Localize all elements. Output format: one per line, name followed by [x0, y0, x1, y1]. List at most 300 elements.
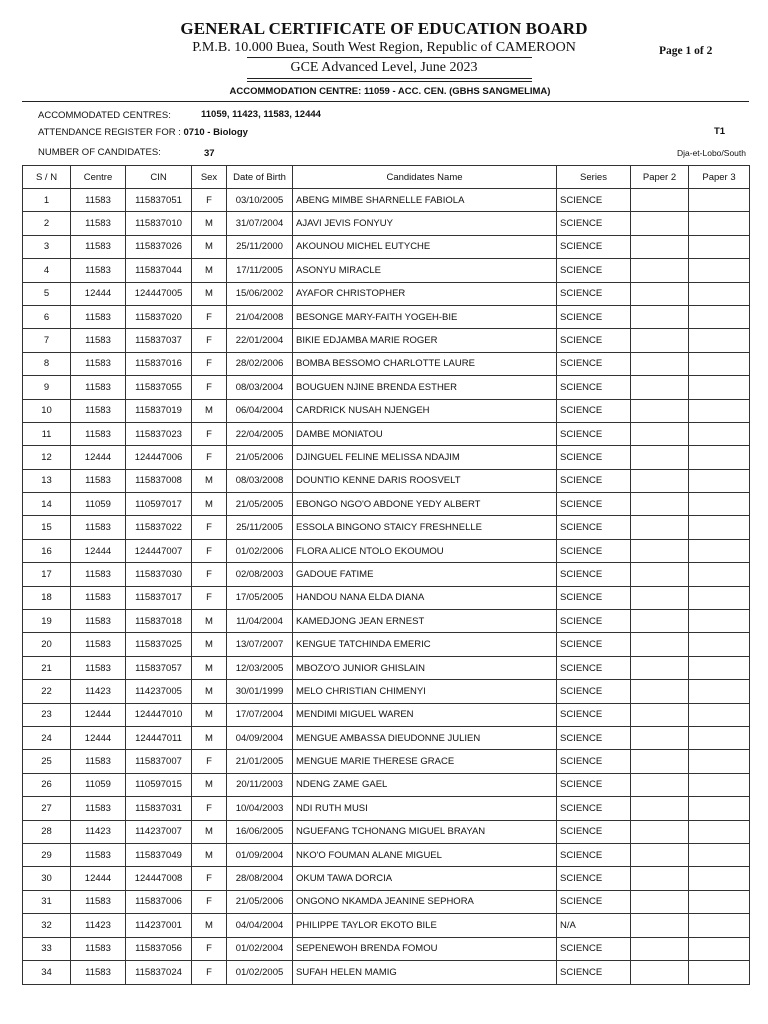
cin-cell: 114237005 [126, 680, 192, 703]
paper3-cell[interactable] [689, 235, 750, 258]
table-row [23, 773, 750, 796]
paper2-cell[interactable] [631, 282, 689, 305]
centre-cell: 12444 [71, 282, 126, 305]
series-cell: SCIENCE [557, 446, 631, 469]
centre-cell: 11583 [71, 376, 126, 399]
serial-number: 3 [23, 235, 71, 258]
paper2-cell[interactable] [631, 399, 689, 422]
paper2-cell[interactable] [631, 703, 689, 726]
paper2-cell[interactable] [631, 189, 689, 212]
paper3-cell[interactable] [689, 352, 750, 375]
cin-cell: 110597017 [126, 493, 192, 516]
table-row [23, 937, 750, 960]
cin-cell: 124447008 [126, 867, 192, 890]
page-number: Page 1 of 2 [659, 45, 713, 57]
cin-cell: 115837037 [126, 329, 192, 352]
paper2-cell[interactable] [631, 656, 689, 679]
sex-cell: M [192, 610, 227, 633]
paper3-cell[interactable] [689, 610, 750, 633]
dob-cell: 08/03/2008 [227, 469, 293, 492]
dob-cell: 20/11/2003 [227, 773, 293, 796]
paper2-cell[interactable] [631, 446, 689, 469]
dob-cell: 25/11/2000 [227, 235, 293, 258]
sex-cell: F [192, 937, 227, 960]
candidate-name: NGUEFANG TCHONANG MIGUEL BRAYAN [293, 820, 557, 843]
table-row [23, 703, 750, 726]
table-body [23, 189, 750, 985]
cin-cell: 124447007 [126, 539, 192, 562]
paper2-cell[interactable] [631, 563, 689, 586]
dob-cell: 17/07/2004 [227, 703, 293, 726]
series-cell: SCIENCE [557, 820, 631, 843]
paper3-cell[interactable] [689, 282, 750, 305]
candidate-name: GADOUE FATIME [293, 563, 557, 586]
paper3-cell[interactable] [689, 656, 750, 679]
paper2-cell[interactable] [631, 937, 689, 960]
serial-number: 19 [23, 610, 71, 633]
table-row [23, 797, 750, 820]
series-cell: SCIENCE [557, 843, 631, 866]
paper3-cell[interactable] [689, 399, 750, 422]
accommodation-centre: ACCOMMODATION CENTRE: 11059 - ACC. CEN. (GBHS SANGMELIMA) [229, 86, 551, 97]
dob-cell: 01/02/2006 [227, 539, 293, 562]
paper3-cell[interactable] [689, 937, 750, 960]
board-address: P.M.B. 10.000 Buea, South West Region, Republic of CAMEROON [192, 40, 576, 55]
dob-cell: 02/08/2003 [227, 563, 293, 586]
paper3-cell[interactable] [689, 516, 750, 539]
paper3-cell[interactable] [689, 305, 750, 328]
serial-number: 23 [23, 703, 71, 726]
table-row [23, 469, 750, 492]
sex-cell: M [192, 680, 227, 703]
paper2-cell[interactable] [631, 259, 689, 282]
sex-cell: F [192, 446, 227, 469]
cin-cell: 115837044 [126, 259, 192, 282]
sex-cell: F [192, 329, 227, 352]
paper2-cell[interactable] [631, 235, 689, 258]
candidate-name: MENGUE AMBASSA DIEUDONNE JULIEN [293, 726, 557, 749]
series-cell: SCIENCE [557, 305, 631, 328]
cin-cell: 115837057 [126, 656, 192, 679]
sex-cell: F [192, 422, 227, 445]
centre-cell: 11583 [71, 656, 126, 679]
dob-cell: 15/06/2002 [227, 282, 293, 305]
sex-cell: M [192, 633, 227, 656]
table-row [23, 516, 750, 539]
paper3-cell[interactable] [689, 329, 750, 352]
centre-cell: 11583 [71, 516, 126, 539]
paper2-cell[interactable] [631, 469, 689, 492]
series-cell: SCIENCE [557, 680, 631, 703]
table-row [23, 399, 750, 422]
series-cell: SCIENCE [557, 376, 631, 399]
sex-cell: M [192, 914, 227, 937]
paper2-cell[interactable] [631, 610, 689, 633]
paper3-cell[interactable] [689, 539, 750, 562]
cin-cell: 115837023 [126, 422, 192, 445]
series-cell: SCIENCE [557, 352, 631, 375]
dob-cell: 28/02/2006 [227, 352, 293, 375]
cin-cell: 115837006 [126, 890, 192, 913]
series-cell: SCIENCE [557, 586, 631, 609]
paper3-cell[interactable] [689, 703, 750, 726]
paper2-cell[interactable] [631, 797, 689, 820]
serial-number: 8 [23, 352, 71, 375]
cin-cell: 114237001 [126, 914, 192, 937]
series-cell: SCIENCE [557, 516, 631, 539]
candidate-name: SEPENEWOH BRENDA FOMOU [293, 937, 557, 960]
candidate-name: MBOZO'O JUNIOR GHISLAIN [293, 656, 557, 679]
sex-cell: M [192, 726, 227, 749]
centre-cell: 11583 [71, 843, 126, 866]
table-row [23, 446, 750, 469]
serial-number: 31 [23, 890, 71, 913]
candidate-name: ASONYU MIRACLE [293, 259, 557, 282]
dob-cell: 21/05/2005 [227, 493, 293, 516]
paper3-cell[interactable] [689, 680, 750, 703]
paper3-cell[interactable] [689, 773, 750, 796]
series-cell: SCIENCE [557, 656, 631, 679]
candidate-name: ESSOLA BINGONO STAICY FRESHNELLE [293, 516, 557, 539]
paper2-cell[interactable] [631, 376, 689, 399]
paper2-cell[interactable] [631, 680, 689, 703]
dob-cell: 06/04/2004 [227, 399, 293, 422]
header-rule-double-2 [247, 81, 532, 82]
centre-cell: 11583 [71, 890, 126, 913]
paper3-cell[interactable] [689, 189, 750, 212]
sex-cell: M [192, 773, 227, 796]
series-cell: SCIENCE [557, 797, 631, 820]
section-divider [22, 101, 749, 102]
candidate-name: MELO CHRISTIAN CHIMENYI [293, 680, 557, 703]
paper2-cell[interactable] [631, 586, 689, 609]
cin-cell: 124447005 [126, 282, 192, 305]
paper3-cell[interactable] [689, 726, 750, 749]
col-sex-header: Sex [192, 166, 227, 189]
sex-cell: M [192, 212, 227, 235]
count-label: NUMBER OF CANDIDATES: [38, 147, 161, 158]
cin-cell: 124447006 [126, 446, 192, 469]
sex-cell: F [192, 797, 227, 820]
col-centre-header: Centre [71, 166, 126, 189]
paper2-cell[interactable] [631, 843, 689, 866]
paper3-cell[interactable] [689, 867, 750, 890]
centre-cell: 11583 [71, 235, 126, 258]
candidate-name: NDENG ZAME GAEL [293, 773, 557, 796]
centre-cell: 11423 [71, 914, 126, 937]
series-cell: SCIENCE [557, 235, 631, 258]
sex-cell: F [192, 563, 227, 586]
centre-cell: 11059 [71, 493, 126, 516]
series-cell: SCIENCE [557, 282, 631, 305]
paper2-cell[interactable] [631, 493, 689, 516]
centres-value: 11059, 11423, 11583, 12444 [201, 109, 321, 120]
serial-number: 9 [23, 376, 71, 399]
dob-cell: 04/04/2004 [227, 914, 293, 937]
paper3-cell[interactable] [689, 750, 750, 773]
paper2-cell[interactable] [631, 773, 689, 796]
paper3-cell[interactable] [689, 493, 750, 516]
serial-number: 27 [23, 797, 71, 820]
cin-cell: 115837016 [126, 352, 192, 375]
paper2-cell[interactable] [631, 726, 689, 749]
paper3-cell[interactable] [689, 446, 750, 469]
cin-cell: 115837007 [126, 750, 192, 773]
paper2-cell[interactable] [631, 352, 689, 375]
serial-number: 30 [23, 867, 71, 890]
centre-cell: 12444 [71, 726, 126, 749]
sex-cell: M [192, 235, 227, 258]
sex-cell: F [192, 960, 227, 984]
dob-cell: 21/05/2006 [227, 890, 293, 913]
cin-cell: 115837022 [126, 516, 192, 539]
centre-cell: 11059 [71, 773, 126, 796]
paper2-cell[interactable] [631, 960, 689, 984]
cin-cell: 124447010 [126, 703, 192, 726]
centre-cell: 12444 [71, 539, 126, 562]
dob-cell: 08/03/2004 [227, 376, 293, 399]
table-row [23, 586, 750, 609]
serial-number: 32 [23, 914, 71, 937]
paper2-cell[interactable] [631, 750, 689, 773]
table-row [23, 726, 750, 749]
paper3-cell[interactable] [689, 422, 750, 445]
serial-number: 22 [23, 680, 71, 703]
paper2-cell[interactable] [631, 914, 689, 937]
centre-cell: 11583 [71, 797, 126, 820]
cin-cell: 115837049 [126, 843, 192, 866]
paper2-cell[interactable] [631, 633, 689, 656]
table-row [23, 656, 750, 679]
sex-cell: M [192, 656, 227, 679]
paper2-cell[interactable] [631, 422, 689, 445]
centre-cell: 11583 [71, 960, 126, 984]
candidate-name: OKUM TAWA DORCIA [293, 867, 557, 890]
sex-cell: F [192, 890, 227, 913]
centre-cell: 11583 [71, 259, 126, 282]
serial-number: 4 [23, 259, 71, 282]
table-row [23, 352, 750, 375]
serial-number: 34 [23, 960, 71, 984]
cin-cell: 114237007 [126, 820, 192, 843]
sex-cell: M [192, 282, 227, 305]
paper3-cell[interactable] [689, 890, 750, 913]
centre-cell: 11583 [71, 305, 126, 328]
centre-cell: 12444 [71, 446, 126, 469]
cin-cell: 115837026 [126, 235, 192, 258]
serial-number: 26 [23, 773, 71, 796]
candidate-name: KENGUE TATCHINDA EMERIC [293, 633, 557, 656]
serial-number: 11 [23, 422, 71, 445]
exam-title: GCE Advanced Level, June 2023 [290, 60, 478, 75]
serial-number: 21 [23, 656, 71, 679]
table-row [23, 212, 750, 235]
col-series-header: Series [557, 166, 631, 189]
serial-number: 6 [23, 305, 71, 328]
paper3-cell[interactable] [689, 563, 750, 586]
serial-number: 29 [23, 843, 71, 866]
centre-cell: 11583 [71, 212, 126, 235]
sex-cell: F [192, 867, 227, 890]
sex-cell: M [192, 469, 227, 492]
candidate-name: ONGONO NKAMDA JEANINE SEPHORA [293, 890, 557, 913]
serial-number: 20 [23, 633, 71, 656]
series-cell: SCIENCE [557, 189, 631, 212]
dob-cell: 28/08/2004 [227, 867, 293, 890]
candidate-name: AYAFOR CHRISTOPHER [293, 282, 557, 305]
paper3-cell[interactable] [689, 914, 750, 937]
paper3-cell[interactable] [689, 797, 750, 820]
table-row [23, 843, 750, 866]
cin-cell: 115837008 [126, 469, 192, 492]
paper3-cell[interactable] [689, 633, 750, 656]
table-row [23, 329, 750, 352]
dob-cell: 03/10/2005 [227, 189, 293, 212]
centre-cell: 11583 [71, 329, 126, 352]
cin-cell: 115837030 [126, 563, 192, 586]
attendance-table [22, 165, 750, 985]
table-header-row [23, 166, 750, 189]
candidate-name: PHILIPPE TAYLOR EKOTO BILE [293, 914, 557, 937]
dob-cell: 22/01/2004 [227, 329, 293, 352]
paper3-cell[interactable] [689, 843, 750, 866]
candidate-name: NDI RUTH MUSI [293, 797, 557, 820]
table-row [23, 890, 750, 913]
sex-cell: F [192, 516, 227, 539]
paper2-cell[interactable] [631, 212, 689, 235]
cin-cell: 115837056 [126, 937, 192, 960]
table-row [23, 422, 750, 445]
cin-cell: 115837010 [126, 212, 192, 235]
series-cell: SCIENCE [557, 329, 631, 352]
sex-cell: F [192, 189, 227, 212]
dob-cell: 31/07/2004 [227, 212, 293, 235]
sex-cell: M [192, 493, 227, 516]
candidate-name: KAMEDJONG JEAN ERNEST [293, 610, 557, 633]
sex-cell: M [192, 259, 227, 282]
table-row [23, 563, 750, 586]
board-title: GENERAL CERTIFICATE OF EDUCATION BOARD [180, 19, 588, 38]
col-name-header: Candidates Name [293, 166, 557, 189]
series-cell: SCIENCE [557, 726, 631, 749]
centre-cell: 11423 [71, 820, 126, 843]
cin-cell: 115837017 [126, 586, 192, 609]
paper2-cell[interactable] [631, 867, 689, 890]
paper2-cell[interactable] [631, 329, 689, 352]
paper2-cell[interactable] [631, 305, 689, 328]
register-for [38, 127, 248, 138]
paper3-cell[interactable] [689, 960, 750, 984]
centres-label: ACCOMMODATED CENTRES: [38, 110, 171, 121]
candidate-name: SUFAH HELEN MAMIG [293, 960, 557, 984]
dob-cell: 01/02/2005 [227, 960, 293, 984]
series-cell: N/A [557, 914, 631, 937]
serial-number: 15 [23, 516, 71, 539]
serial-number: 24 [23, 726, 71, 749]
cin-cell: 115837025 [126, 633, 192, 656]
sex-cell: F [192, 376, 227, 399]
cin-cell: 124447011 [126, 726, 192, 749]
dob-cell: 25/11/2005 [227, 516, 293, 539]
serial-number: 33 [23, 937, 71, 960]
centre-cell: 11583 [71, 937, 126, 960]
table-row [23, 539, 750, 562]
paper3-cell[interactable] [689, 469, 750, 492]
series-cell: SCIENCE [557, 563, 631, 586]
sex-cell: M [192, 399, 227, 422]
col-dob-header: Date of Birth [227, 166, 293, 189]
centre-cell: 12444 [71, 703, 126, 726]
header-rule-double-1 [247, 78, 532, 79]
sex-cell: F [192, 305, 227, 328]
centre-cell: 11583 [71, 586, 126, 609]
dob-cell: 01/09/2004 [227, 843, 293, 866]
centre-cell: 12444 [71, 867, 126, 890]
sex-cell: M [192, 820, 227, 843]
cin-cell: 115837055 [126, 376, 192, 399]
paper3-cell[interactable] [689, 259, 750, 282]
dob-cell: 12/03/2005 [227, 656, 293, 679]
serial-number: 14 [23, 493, 71, 516]
candidate-name: BIKIE EDJAMBA MARIE ROGER [293, 329, 557, 352]
table-row [23, 189, 750, 212]
serial-number: 5 [23, 282, 71, 305]
table-row [23, 259, 750, 282]
centre-cell: 11583 [71, 422, 126, 445]
paper2-cell[interactable] [631, 516, 689, 539]
register-subject: 0710 - Biology [183, 127, 248, 138]
series-cell: SCIENCE [557, 890, 631, 913]
dob-cell: 17/05/2005 [227, 586, 293, 609]
sex-cell: F [192, 539, 227, 562]
paper3-cell[interactable] [689, 376, 750, 399]
serial-number: 18 [23, 586, 71, 609]
paper2-cell[interactable] [631, 820, 689, 843]
table-row [23, 493, 750, 516]
paper3-cell[interactable] [689, 586, 750, 609]
table-row [23, 610, 750, 633]
paper3-cell[interactable] [689, 212, 750, 235]
cin-cell: 115837020 [126, 305, 192, 328]
table-row [23, 750, 750, 773]
series-cell: SCIENCE [557, 960, 631, 984]
table-row [23, 633, 750, 656]
dob-cell: 04/09/2004 [227, 726, 293, 749]
serial-number: 12 [23, 446, 71, 469]
count-value: 37 [204, 148, 215, 159]
dob-cell: 30/01/1999 [227, 680, 293, 703]
paper3-cell[interactable] [689, 820, 750, 843]
candidate-name: DOUNTIO KENNE DARIS ROOSVELT [293, 469, 557, 492]
candidate-name: AJAVI JEVIS FONYUY [293, 212, 557, 235]
serial-number: 17 [23, 563, 71, 586]
series-cell: SCIENCE [557, 539, 631, 562]
dob-cell: 21/05/2006 [227, 446, 293, 469]
series-cell: SCIENCE [557, 493, 631, 516]
dob-cell: 16/06/2005 [227, 820, 293, 843]
paper2-cell[interactable] [631, 539, 689, 562]
candidate-name: NKO'O FOUMAN ALANE MIGUEL [293, 843, 557, 866]
cin-cell: 115837031 [126, 797, 192, 820]
candidate-name: DJINGUEL FELINE MELISSA NDAJIM [293, 446, 557, 469]
cin-cell: 110597015 [126, 773, 192, 796]
paper2-cell[interactable] [631, 890, 689, 913]
table-row [23, 235, 750, 258]
series-cell: SCIENCE [557, 703, 631, 726]
serial-number: 1 [23, 189, 71, 212]
col-paper3-header: Paper 3 [689, 166, 750, 189]
series-cell: SCIENCE [557, 469, 631, 492]
